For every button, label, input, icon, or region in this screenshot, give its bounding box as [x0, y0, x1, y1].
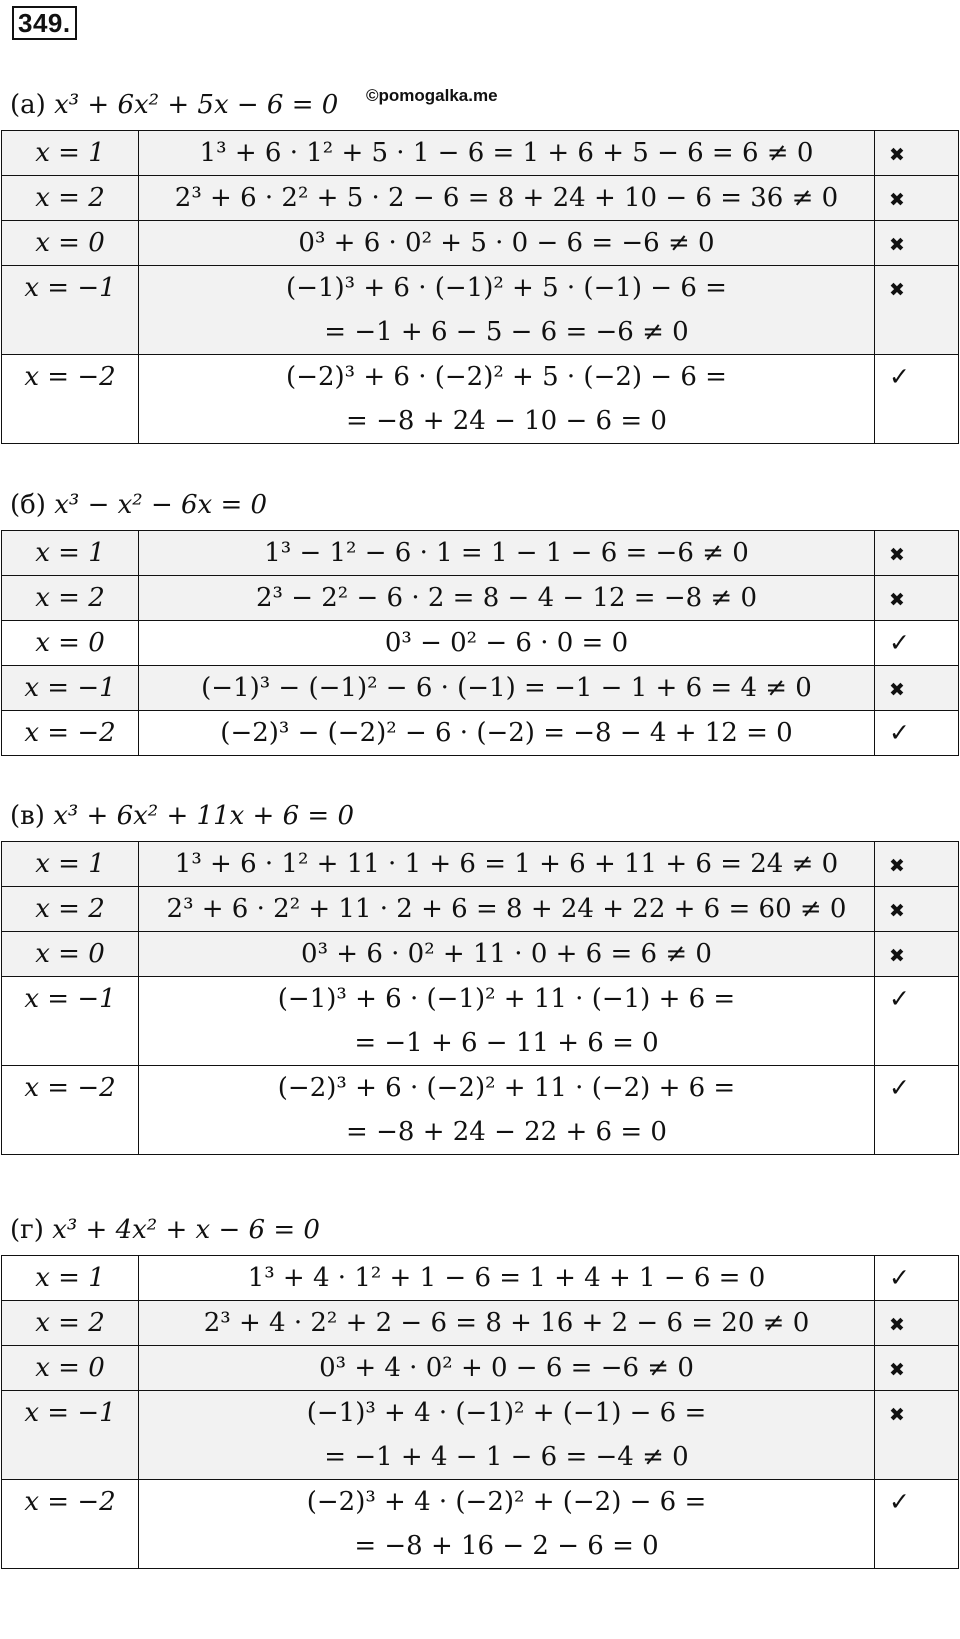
substitution-line: 0³ + 4 · 0² + 0 − 6 = −6 ≠ 0	[319, 1353, 694, 1383]
result-mark-cell	[875, 842, 959, 887]
cross-icon: ✖	[889, 144, 905, 166]
section-label: (а)	[10, 90, 46, 120]
substitution-line: (−1)³ + 4 · (−1)² + (−1) − 6 =	[306, 1398, 707, 1428]
x-value-cell: x = 0	[2, 1346, 139, 1391]
table-row	[2, 711, 959, 756]
x-value-cell: x = −1	[2, 666, 139, 711]
section-equation: x³ + 6x² + 11x + 6 = 0	[53, 801, 355, 831]
substitution-cell	[139, 977, 875, 1066]
table-row	[2, 1066, 959, 1155]
substitution-line: 1³ + 4 · 1² + 1 − 6 = 1 + 4 + 1 − 6 = 0	[247, 1263, 766, 1293]
result-mark-cell	[875, 1256, 959, 1301]
section-equation: x³ − x² − 6x = 0	[54, 490, 268, 520]
section-heading-g	[10, 1213, 320, 1247]
substitution-line: 2³ + 6 · 2² + 5 · 2 − 6 = 8 + 24 + 10 − 6 = 36 ≠ 0	[174, 183, 839, 213]
table-row	[2, 176, 959, 221]
substitution-line: (−1)³ + 6 · (−1)² + 5 · (−1) − 6 =	[286, 273, 727, 303]
table-row	[2, 531, 959, 576]
substitution-line: = −1 + 6 − 5 − 6 = −6 ≠ 0	[324, 317, 689, 347]
substitution-line: = −1 + 6 − 11 + 6 = 0	[354, 1028, 659, 1058]
cross-icon: ✖	[889, 189, 905, 211]
result-mark-cell	[875, 887, 959, 932]
substitution-cell	[139, 842, 875, 887]
cross-icon: ✖	[889, 589, 905, 611]
x-value-cell: x = 2	[2, 176, 139, 221]
substitution-cell	[139, 131, 875, 176]
section-label: (г)	[10, 1215, 44, 1245]
result-mark-cell	[875, 221, 959, 266]
substitution-cell	[139, 531, 875, 576]
table-row	[2, 1301, 959, 1346]
table-row	[2, 1480, 959, 1569]
substitution-line: 2³ − 2² − 6 · 2 = 8 − 4 − 12 = −8 ≠ 0	[255, 583, 758, 613]
substitution-line: 0³ − 0² − 6 · 0 = 0	[384, 628, 629, 658]
substitution-line: (−1)³ − (−1)² − 6 · (−1) = −1 − 1 + 6 = 4 ≠ 0	[201, 673, 812, 703]
x-value-cell: x = −1	[2, 1391, 139, 1480]
substitution-line: 2³ + 4 · 2² + 2 − 6 = 8 + 16 + 2 − 6 = 20 ≠ 0	[203, 1308, 810, 1338]
result-mark-cell	[875, 576, 959, 621]
substitution-cell	[139, 1346, 875, 1391]
table-row	[2, 977, 959, 1066]
substitution-line: 1³ + 6 · 1² + 11 · 1 + 6 = 1 + 6 + 11 + 6 = 24 ≠ 0	[174, 849, 839, 879]
x-value-cell: x = −2	[2, 355, 139, 444]
x-value-cell: x = 0	[2, 932, 139, 977]
problem-number: 349.	[12, 6, 77, 40]
result-mark-cell	[875, 1346, 959, 1391]
x-value-cell: x = 1	[2, 531, 139, 576]
x-value-cell: x = −1	[2, 266, 139, 355]
table-row	[2, 887, 959, 932]
substitution-cell	[139, 1301, 875, 1346]
result-mark-cell	[875, 531, 959, 576]
cross-icon: ✖	[889, 679, 905, 701]
substitution-line: 0³ + 6 · 0² + 5 · 0 − 6 = −6 ≠ 0	[298, 228, 715, 258]
substitution-line: (−1)³ + 6 · (−1)² + 11 · (−1) + 6 =	[277, 984, 736, 1014]
result-mark-cell	[875, 1066, 959, 1155]
section-heading-b	[10, 488, 267, 522]
checkmark-icon: ✓	[889, 1487, 910, 1516]
table-row	[2, 266, 959, 355]
root-check-table-g	[1, 1255, 959, 1569]
x-value-cell: x = 2	[2, 887, 139, 932]
table-row	[2, 355, 959, 444]
result-mark-cell	[875, 711, 959, 756]
table-row	[2, 666, 959, 711]
substitution-line: = −8 + 24 − 10 − 6 = 0	[346, 406, 667, 436]
substitution-line: = −8 + 16 − 2 − 6 = 0	[354, 1531, 659, 1561]
cross-icon: ✖	[889, 234, 905, 256]
substitution-cell	[139, 887, 875, 932]
table-row	[2, 932, 959, 977]
substitution-cell	[139, 621, 875, 666]
root-check-table-v	[1, 841, 959, 1155]
substitution-cell	[139, 176, 875, 221]
section-label: (в)	[10, 801, 45, 831]
section-heading-a	[10, 88, 338, 122]
result-mark-cell	[875, 266, 959, 355]
substitution-line: (−2)³ + 6 · (−2)² + 5 · (−2) − 6 =	[286, 362, 727, 392]
watermark: ©pomogalka.me	[366, 86, 498, 105]
section-equation: x³ + 6x² + 5x − 6 = 0	[54, 90, 339, 120]
x-value-cell: x = −1	[2, 977, 139, 1066]
cross-icon: ✖	[889, 1404, 905, 1426]
checkmark-icon: ✓	[889, 628, 910, 657]
result-mark-cell	[875, 1391, 959, 1480]
checkmark-icon: ✓	[889, 718, 910, 747]
result-mark-cell	[875, 621, 959, 666]
x-value-cell: x = −2	[2, 1480, 139, 1569]
result-mark-cell	[875, 977, 959, 1066]
result-mark-cell	[875, 355, 959, 444]
table-row	[2, 1391, 959, 1480]
x-value-cell: x = 2	[2, 1301, 139, 1346]
cross-icon: ✖	[889, 900, 905, 922]
substitution-cell	[139, 576, 875, 621]
substitution-cell	[139, 355, 875, 444]
substitution-line: (−2)³ − (−2)² − 6 · (−2) = −8 − 4 + 12 = 0	[220, 718, 793, 748]
result-mark-cell	[875, 176, 959, 221]
substitution-line: = −1 + 4 − 1 − 6 = −4 ≠ 0	[324, 1442, 689, 1472]
table-row	[2, 221, 959, 266]
substitution-cell	[139, 1480, 875, 1569]
result-mark-cell	[875, 131, 959, 176]
substitution-cell	[139, 666, 875, 711]
section-heading-v	[10, 799, 354, 833]
table-row	[2, 1346, 959, 1391]
table-row	[2, 842, 959, 887]
substitution-cell	[139, 711, 875, 756]
x-value-cell: x = 0	[2, 221, 139, 266]
x-value-cell: x = 0	[2, 621, 139, 666]
substitution-cell	[139, 932, 875, 977]
substitution-cell	[139, 221, 875, 266]
substitution-cell	[139, 1391, 875, 1480]
root-check-table-b	[1, 530, 959, 756]
cross-icon: ✖	[889, 279, 905, 301]
table-row	[2, 131, 959, 176]
cross-icon: ✖	[889, 855, 905, 877]
x-value-cell: x = 1	[2, 131, 139, 176]
checkmark-icon: ✓	[889, 984, 910, 1013]
section-equation: x³ + 4x² + x − 6 = 0	[52, 1215, 320, 1245]
checkmark-icon: ✓	[889, 1073, 910, 1102]
result-mark-cell	[875, 932, 959, 977]
substitution-cell	[139, 1066, 875, 1155]
checkmark-icon: ✓	[889, 1263, 910, 1292]
section-label: (б)	[10, 490, 46, 520]
root-check-table-a	[1, 130, 959, 444]
substitution-line: = −8 + 24 − 22 + 6 = 0	[346, 1117, 667, 1147]
table-row	[2, 1256, 959, 1301]
substitution-line: (−2)³ + 4 · (−2)² + (−2) − 6 =	[306, 1487, 707, 1517]
x-value-cell: x = 2	[2, 576, 139, 621]
result-mark-cell	[875, 666, 959, 711]
x-value-cell: x = 1	[2, 842, 139, 887]
x-value-cell: x = −2	[2, 711, 139, 756]
substitution-cell	[139, 266, 875, 355]
table-row	[2, 621, 959, 666]
substitution-line: 1³ + 6 · 1² + 5 · 1 − 6 = 1 + 6 + 5 − 6 = 6 ≠ 0	[199, 138, 814, 168]
cross-icon: ✖	[889, 544, 905, 566]
substitution-line: 1³ − 1² − 6 · 1 = 1 − 1 − 6 = −6 ≠ 0	[264, 538, 749, 568]
cross-icon: ✖	[889, 1314, 905, 1336]
substitution-line: 2³ + 6 · 2² + 11 · 2 + 6 = 8 + 24 + 22 + 6 = 60 ≠ 0	[166, 894, 847, 924]
x-value-cell: x = −2	[2, 1066, 139, 1155]
cross-icon: ✖	[889, 945, 905, 967]
substitution-line: (−2)³ + 6 · (−2)² + 11 · (−2) + 6 =	[277, 1073, 736, 1103]
checkmark-icon: ✓	[889, 362, 910, 391]
cross-icon: ✖	[889, 1359, 905, 1381]
substitution-cell	[139, 1256, 875, 1301]
x-value-cell: x = 1	[2, 1256, 139, 1301]
table-row	[2, 576, 959, 621]
result-mark-cell	[875, 1301, 959, 1346]
result-mark-cell	[875, 1480, 959, 1569]
substitution-line: 0³ + 6 · 0² + 11 · 0 + 6 = 6 ≠ 0	[301, 939, 712, 969]
